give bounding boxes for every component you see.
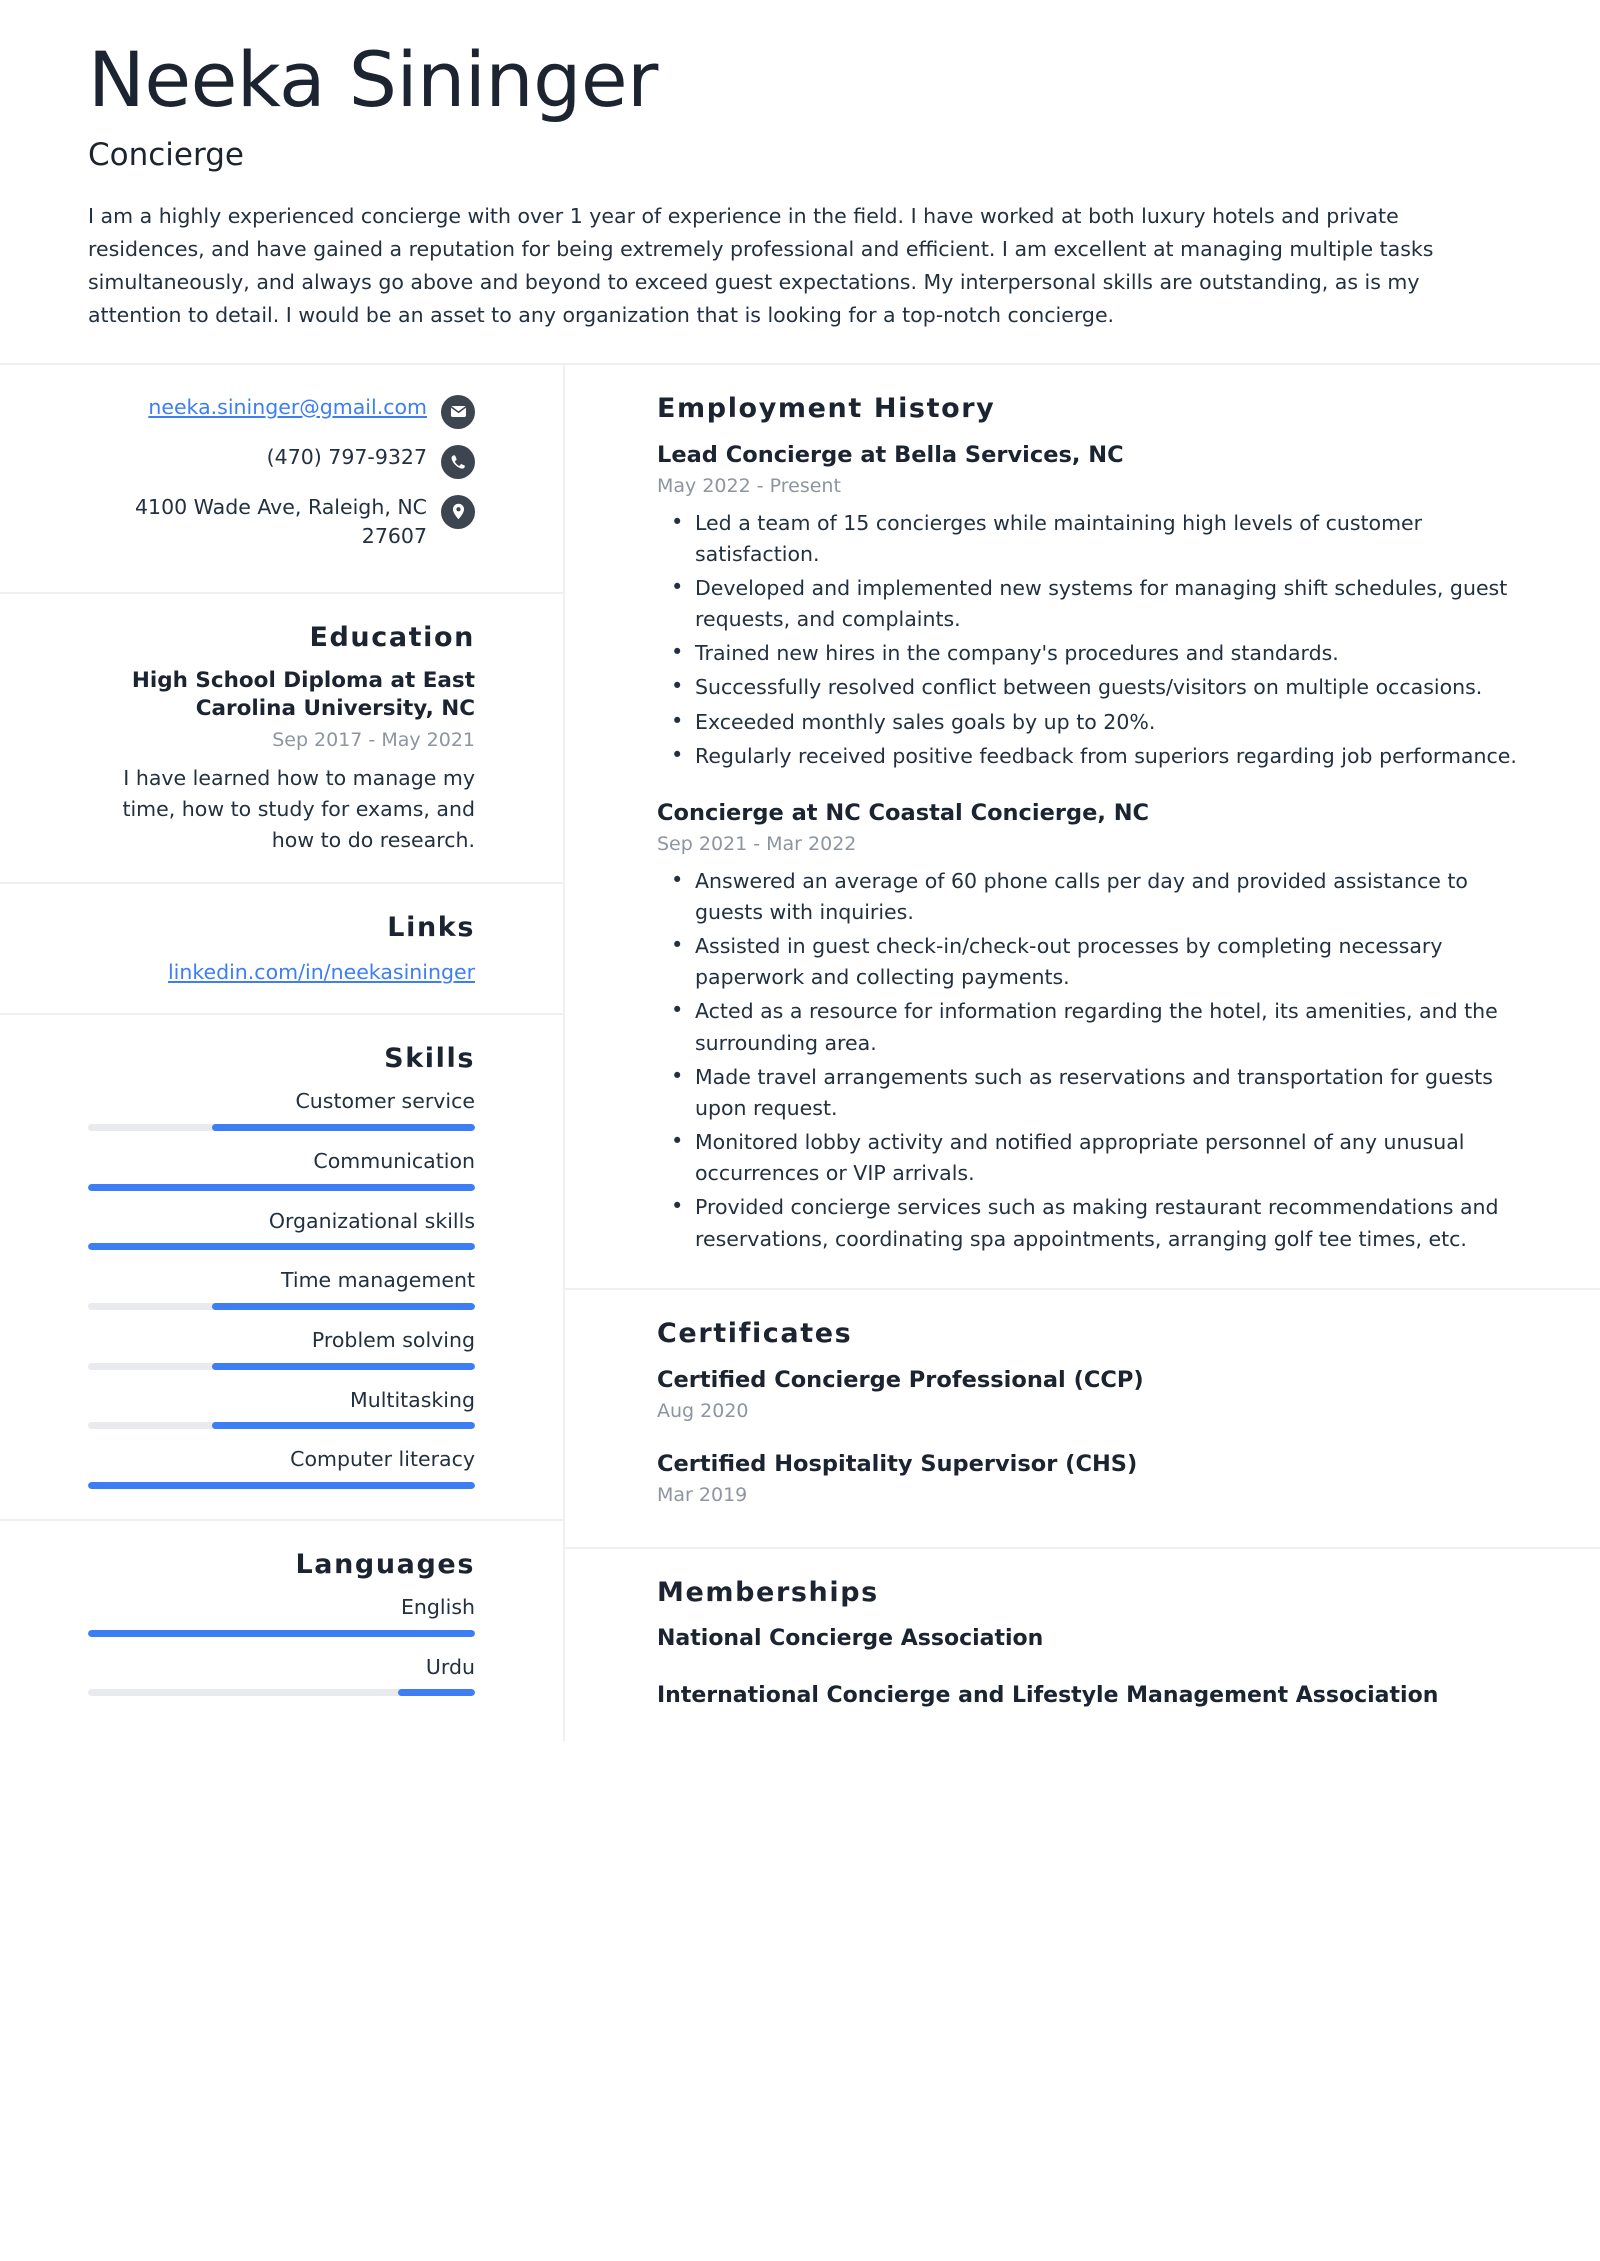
links-block	[0, 884, 563, 1016]
skill-row	[88, 1387, 475, 1430]
employment-bullet: • Exceeded monthly sales goals by up to 20%.	[691, 707, 1520, 738]
certificate-title: Certified Concierge Professional (CCP)	[657, 1366, 1144, 1393]
employment-bullets	[657, 866, 1520, 1255]
education-heading: Education	[309, 621, 475, 653]
resume-body	[0, 365, 1600, 1742]
employment-date: May 2022 - Present	[657, 474, 841, 497]
skill-meter	[88, 1303, 475, 1310]
skill-meter-fill	[88, 1243, 475, 1250]
employment-bullet: • Acted as a resource for information regarding the hotel, its amenities, and the surrounding area.	[691, 996, 1520, 1058]
certificate-entry	[657, 1365, 1520, 1425]
skill-row	[88, 1446, 475, 1489]
page-title: Neeka Sininger	[88, 35, 658, 124]
certificate-date: Aug 2020	[657, 1400, 749, 1423]
certificate-entry	[657, 1449, 1520, 1509]
employment-bullet: • Assisted in guest check-in/check-out processes by completing necessary paperwork and collecting payments.	[691, 931, 1520, 993]
skill-row	[88, 1267, 475, 1310]
skills-heading: Skills	[384, 1043, 475, 1075]
employment-entry	[657, 798, 1520, 1255]
certificate-date: Mar 2019	[657, 1484, 748, 1507]
employment-entry	[657, 440, 1520, 772]
skills-block	[0, 1015, 563, 1520]
employment-bullet: • Made travel arrangements such as reservations and transportation for guests upon request.	[691, 1062, 1520, 1124]
email-value[interactable]: neeka.sininger@gmail.com	[148, 394, 427, 419]
languages-block	[0, 1521, 563, 1726]
membership-entry: National Concierge Association	[657, 1625, 1044, 1651]
language-meter-fill	[398, 1689, 475, 1696]
contact-row-phone[interactable]	[88, 443, 475, 479]
skill-meter-fill	[212, 1363, 475, 1370]
location-pin-icon	[441, 495, 475, 529]
employment-bullet: • Monitored lobby activity and notified appropriate personnel of any unusual occurrences or VIP arrivals.	[691, 1127, 1520, 1189]
employment-history-block	[565, 365, 1600, 1290]
skill-label: Organizational skills	[268, 1208, 475, 1233]
envelope-icon	[441, 395, 475, 429]
language-label: English	[400, 1594, 475, 1619]
sidebar	[0, 365, 565, 1742]
employment-date: Sep 2021 - Mar 2022	[657, 833, 857, 856]
employment-bullet: • Developed and implemented new systems for managing shift schedules, guest requests, and complaints.	[691, 573, 1520, 635]
professional-summary: I am a highly experienced concierge with over 1 year of experience in the field. I have worked at both luxury hotels and private residences, and have gained a reputation for being extremely professional and efficient. I am excellent at managing multiple tasks simultaneously, and always go above and beyond to exceed guest expectations. My interpersonal skills are outstanding, as is my attention to detail. I would be an asset to any organization that is looking for a top-notch concierge.	[88, 203, 1434, 328]
memberships-block	[565, 1549, 1600, 1742]
phone-icon	[441, 445, 475, 479]
language-meter	[88, 1630, 475, 1637]
skill-meter-fill	[88, 1482, 475, 1489]
skill-meter	[88, 1124, 475, 1131]
skill-label: Problem solving	[311, 1327, 475, 1352]
language-meter	[88, 1689, 475, 1696]
skill-meter	[88, 1184, 475, 1191]
phone-value[interactable]: (470) 797-9327	[266, 444, 427, 469]
employment-bullet: • Regularly received positive feedback from superiors regarding job performance.	[691, 741, 1520, 772]
job-title: Concierge	[88, 136, 244, 173]
contact-row-address[interactable]	[88, 493, 475, 552]
link-item-linkedin[interactable]: linkedin.com/in/neekasininger	[167, 959, 475, 984]
education-entry	[88, 667, 475, 856]
skill-meter	[88, 1482, 475, 1489]
employment-title: Concierge at NC Coastal Concierge, NC	[657, 799, 1150, 826]
education-block	[0, 594, 563, 884]
links-heading: Links	[387, 911, 475, 943]
contact-row-email[interactable]	[88, 393, 475, 429]
language-meter-fill	[88, 1630, 475, 1637]
contact-details-block	[0, 365, 563, 594]
certificates-block	[565, 1290, 1600, 1549]
education-description: I have learned how to manage my time, how to study for exams, and how to do research.	[122, 766, 475, 852]
skill-meter	[88, 1243, 475, 1250]
employment-history-heading: Employment History	[657, 392, 996, 424]
skill-label: Time management	[280, 1268, 475, 1293]
skill-row	[88, 1327, 475, 1370]
employment-bullet: • Successfully resolved conflict between guests/visitors on multiple occasions.	[691, 672, 1520, 703]
resume-header	[0, 0, 1600, 365]
main-column	[565, 365, 1600, 1742]
languages-heading: Languages	[295, 1548, 475, 1580]
language-label: Urdu	[425, 1654, 475, 1679]
employment-bullet: • Led a team of 15 concierges while maintaining high levels of customer satisfaction.	[691, 508, 1520, 570]
employment-bullet: • Trained new hires in the company's procedures and standards.	[691, 638, 1520, 669]
education-date: Sep 2017 - May 2021	[272, 728, 475, 751]
skill-row	[88, 1148, 475, 1191]
skill-row	[88, 1208, 475, 1251]
language-row	[88, 1654, 475, 1697]
language-row	[88, 1594, 475, 1637]
membership-entry: International Concierge and Lifestyle Management Association	[657, 1682, 1439, 1708]
skill-row	[88, 1088, 475, 1131]
skill-label: Customer service	[295, 1089, 475, 1114]
skill-meter	[88, 1363, 475, 1370]
skill-meter-fill	[212, 1124, 475, 1131]
memberships-heading: Memberships	[657, 1576, 879, 1608]
certificates-heading: Certificates	[657, 1317, 853, 1349]
skill-label: Multitasking	[350, 1387, 475, 1412]
skill-label: Computer literacy	[290, 1447, 475, 1472]
employment-bullet: • Answered an average of 60 phone calls per day and provided assistance to guests with inquiries.	[691, 866, 1520, 928]
certificate-title: Certified Hospitality Supervisor (CHS)	[657, 1450, 1138, 1477]
employment-title: Lead Concierge at Bella Services, NC	[657, 441, 1124, 468]
skill-meter-fill	[88, 1184, 475, 1191]
education-title: High School Diploma at East Carolina University, NC	[131, 667, 475, 722]
skill-meter-fill	[212, 1422, 475, 1429]
skill-meter-fill	[212, 1303, 475, 1310]
employment-bullets	[657, 508, 1520, 772]
skill-meter	[88, 1422, 475, 1429]
address-value[interactable]: 4100 Wade Ave, Raleigh, NC 27607	[135, 494, 427, 549]
employment-bullet: • Provided concierge services such as making restaurant recommendations and reservations, coordinating spa appointments, arranging golf tee times, etc.	[691, 1192, 1520, 1254]
skill-label: Communication	[313, 1149, 475, 1174]
